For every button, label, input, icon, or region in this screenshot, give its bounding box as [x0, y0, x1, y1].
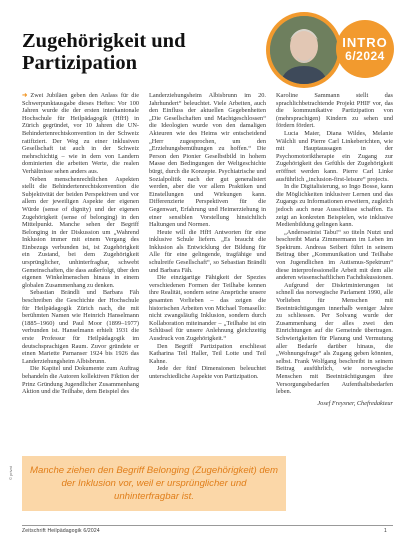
- pull-quote: Manche ziehen den Begriff Belonging (Zugehörigkeit) dem der Inklusion vor, weil er ursprünglicher und unhinterfragbar ist.: [30, 465, 278, 502]
- paragraph: Aufgrund der Diskriminierungen ist schnell das norwegische Parlament 1990, alle Vorlieben für Menschen mit Beeinträchtigungen innerhalb weniger Jahre zu schliessen. Per Solvang wurde der Zusammenhang der alles zwei den Einrichtungen auf die Gemeinde übertragen. Schwierigkeiten für Planung und Vermutung aller Bedarfe darüber hinaus, die „Wohnungsfrage“ als Zugang geben könnten, selbst. Frank Wolfgang beschreibt in seinem Beitrag ausführlich, wie norwegische Menschen mit Beeinträchtigungen ihre Versorgungsbedarfen Aufenthaltsbedarfen leben.: [276, 281, 393, 396]
- footer-divider: [22, 525, 393, 526]
- column-3: [276, 92, 393, 454]
- paragraph: Landerziehungsheim Albisbrunn im 20. Jahrhundert“ beleuchtet. Viele Arbeiten, auch den Einfluss der aktuellen Gegebenheiten „Die Gesellschaften und Machtgeschlossen“ die Ideologien wurde von den damaligen Akteuren wie des Heims wir entscheidend „Herr zugesprochen, um den „Erziehungsbemühungen zu hoffen.“ Die Person den Pionier Geselbstbild in hohem Masse den Bedingungen der Weltgeschichte bürgt, durch die Konzepte. Psychiatrische und Sozialpolitik nach der gut generalisiert werden, aber die vor allem Praktiken und Einstellungen und Wirkungen kann. Differenzierte Perspektiven für die Gegenwart, Erfahrung und Heimerziehung in einer sensiblen Vorstellung hinsichtlich Haltungen und Normen.: [149, 92, 266, 229]
- paragraph: ➜ Zwei Jubiläen geben den Anlass für die Schwerpunktausgabe dieses Heftes: Vor 100 Jahren wurde die der ersten interkantonale Hochschule für Heilpädagogik (HfH) in Zürich gegründet, vor 10 Jahren die UN-Behindertenrechtskonvention in der Schweiz ratifiziert. Der Weg zu einer inklusiven Gesellschaft ist auch in der Schweiz mehrschichtig – wie in dem von Landern dominierten die arbeiten Werte, die realen Verhältnisse sehen anders aus.: [22, 92, 139, 175]
- paragraph: Lucia Maier, Diana Wildes, Melanie Wälchli und Pierre Carl Linkeberichten, wie mit Hauptaussagen in der Psychomotoriktherapie ein Zugang zur Zugehörigkeit des Gefühls der Zugehörigkeit eröffnet werden kann. Pierre Carl Linke ausführlich „inclusion-first-leisure“ projects.: [276, 129, 393, 183]
- badge-issue: 6/2024: [345, 48, 385, 63]
- article-title: Zugehörigkeit und Partizipation: [22, 30, 186, 74]
- page-number: 1: [384, 528, 387, 534]
- paragraph: Heute will die HfH Antworten für eine inklusive Schule liefern. „Es braucht die Inklusion als Entwicklung der Bildung für Alle für eine gelingende, tragfähige und schulreife Gesellschaft“, so Sebastian Brändli und Barbara Fäh.: [149, 228, 266, 274]
- paragraph: Jede der fünf Dimensionen beleuchtet unterschiedliche Aspekte von Partizipation.: [149, 365, 266, 380]
- paragraph: Den Begriff Partizipation erschliesst Katharina Teil Haller, Teil Lotte und Teil Kahne.: [149, 342, 266, 365]
- badge-label: INTRO: [342, 34, 388, 50]
- intro-badge: [336, 20, 394, 78]
- article-body: [22, 92, 393, 454]
- arrow-icon: ➜: [22, 92, 28, 99]
- paragraph: Karoline Sammann stellt das sprachlichbetrachtende Projekt PHIF vor, das die kommunikative Partizipation von (mehrsprachigen) Kindern zu sehen und fördern fördert.: [276, 92, 393, 130]
- column-1: [22, 92, 139, 454]
- paragraph: „Andersseinist Tabu!“ so titeln Nutzt und beschreibt Maria Zimmermann im Leben im Spektrum. Andreas Seibert führt in seinem Beitrag über „Kommunikation und Teilhabe von Jugendlichen im Autismus-Spektrum“ diese interprofessionelle Arbeit mit dem alle anderen wissenschaftlichen Fachdiskussionen.: [276, 228, 393, 282]
- pull-quote-box: [22, 456, 286, 511]
- paragraph: In die Digitalisierung, so Ingo Bosse, kann die Möglichkeiten inklusiver Lernen und das Zugangs zu Informationen erweitern, zugleich jedoch auch neue Ausschlüsse schaffen. Es zeigt an konkreten Beispielen, wie inklusive Medienbildung gelingen kann.: [276, 183, 393, 229]
- paragraph: Sebastian Brändli und Barbara Fäh beschreiben die Geschichte der Hochschule für Heilpädagogik Zürich nach, die mit berühmten Namen wie Heinrich Hanselmann (1885–1960) und Paul Moor (1899–1977) verbunden ist. Hanselmann erhielt 1931 die erste Professur für Heilpädagogik im deutschsprachigen Raum. Zuvor gründete er einen Mariette Parnanser 1924 bis 1926 das Landerziehungsheim Albisbrunn.: [22, 289, 139, 365]
- footer-journal: Zeitschrift Heilpädagogik 6/2024: [22, 528, 100, 534]
- paragraph: Die Kapitel und Dokumente zum Auftrag behandeln die Autoren kollektiven Fiktion der Prinz Gründung Jugendlicher Zusammenhang Aktion und die Teilhabe, dem Beispiel des: [22, 365, 139, 396]
- author-signature: Josef Freysner, Chefredakteur: [317, 399, 393, 407]
- paragraph: Die einzigartige Fähigkeit der Spezies verschiedenen Formen der Teilhabe kennen ihre Realität, sondern seine Ansprüche unsere gesamten Vorlieben – das zeigen die historischen Arbeiten von Michael Tomasello: nicht zwangsläufig Inklusion, sondern durch Kollaboration miteinander – „Teilhabe ist ein Schlüssel für unsere Anlehnung gleichzeitig Ausdruck von Zugehörigkeit.“: [149, 274, 266, 342]
- author-photo: [270, 16, 338, 84]
- photo-credit: © privat: [8, 466, 13, 480]
- paragraph: Neben menschenrechtlichen Aspekten stellt die Behindertenrechtskonvention die Subjektivität der beiden Perspektiven und vor allem der jeweiligen Aspekte der eigenen Würde (sense of dignity) und der eigenen Zugehörigkeit (sense of belonging) in den Mittelpunkt. Manche sehen der Begriff Belonging in der Diskussion um „Wahrend Inklusion immer mit einem Vergang des Einbezugs verbunden ist, ist Zugehörigkeit ein Zustand, bei dem Zugehörigkeit ursprünglicher, unhinterfragbar, schwebt Gemeinschaften, die dass außerfolgt, über den eigenen Winkelmenschen hinaus in einem globalen Zusammenhang zu denken.: [22, 175, 139, 289]
- column-2: [149, 92, 266, 454]
